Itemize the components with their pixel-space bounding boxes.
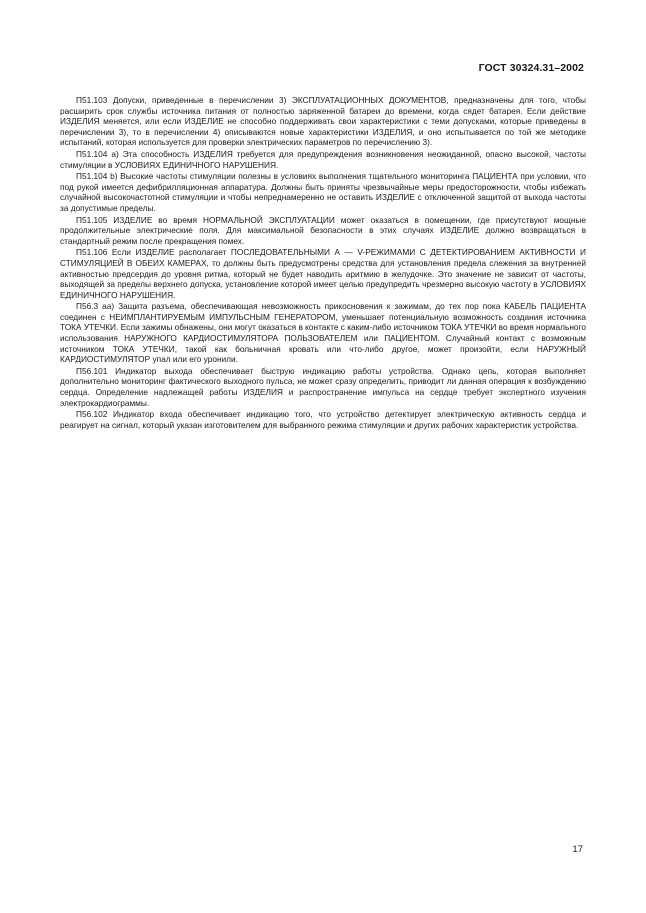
paragraph-p56-101: П56.101 Индикатор выхода обеспечивает быструю индикацию работы устройства. Однако цепь, которая выполняет дополнительно мониторинг фактического выходного пульса, не может сразу определить, приводит ли данная операция к возбуждению сердца. Определение надлежащей работы ИЗДЕЛИЯ и распространение импульса на сердце требует экспертного изучения электрокардиограммы.: [60, 365, 586, 408]
paragraph-p51-103: П51.103 Допуски, приведенные в перечислении 3) ЭКСПЛУАТАЦИОННЫХ ДОКУМЕНТОВ, предназначены для того, чтобы расширить срок службы источника питания от полностью заряженной батареи до времени, когда сядет батарея. Если действие ИЗДЕЛИЯ меняется, или если ИЗДЕЛИЕ не способно поддерживать свои характеристики с теми допусками, которые приведены в перечислении 3), то в перечислении 4) описываются новые характеристики ИЗДЕЛИЯ, и оно испытывается по той же методике испытаний, которая используется для проверки электрических параметров по перечислению 3).: [60, 95, 586, 148]
paragraph-p51-104b: П51.104 b) Высокие частоты стимуляции полезны в условиях выполнения тщательного мониторинга ПАЦИЕНТА при условии, что под рукой имеется дефибрилляционная аппаратура. Должны быть приняты чрезвычайные меры предосторожности, чтобы избежать случайной высокочастотной стимуляции и чтобы непреднамеренно не оставить ИЗДЕЛИЕ с отключенной защитой от выхода частоты за допустимые пределы.: [60, 171, 586, 213]
paragraph-p56-3aa: П56.3 аа) Защита разъема, обеспечивающая невозможность прикосновения к зажимам, до тех пор пока КАБЕЛЬ ПАЦИЕНТА соединен с НЕИМПЛАНТИРУЕМЫМ ИМПУЛЬСНЫМ ГЕНЕРАТОРОМ, уменьшает потенциальную возможность создания источника ТОКА УТЕЧКИ. Если зажимы обнажены, они могут оказаться в контакте с каким-либо источником ТОКА УТЕЧКИ во время нормального использования НАРУЖНОГО КАРДИОСТИМУЛЯТОРА ПОЛЬЗОВАТЕЛЕМ или ПАЦИЕНТОМ. Случайный контакт с возможным источником ТОКА УТЕЧКИ, такой как больничная кровать или что-либо другое, может произойти, если НАРУЖНЫЙ КАРДИОСТИМУЛЯТОР упал или его уронили.: [60, 301, 586, 365]
paragraph-p51-104a: П51.104 а) Эта способность ИЗДЕЛИЯ требуется для предупреждения возникновения неожиданной, опасно высокой, частоты стимуляции в УСЛОВИЯХ ЕДИНИЧНОГО НАРУШЕНИЯ.: [60, 148, 586, 170]
standard-code: ГОСТ 30324.31–2002: [478, 62, 584, 74]
document-header: [479, 62, 584, 74]
paragraph-p56-102: П56.102 Индикатор входа обеспечивает индикацию того, что устройство детектирует электрическую активность сердца и реагирует на сигнал, который указан изготовителем для выбранного режима стимуляции и других рабочих характеристик устройства.: [60, 409, 586, 430]
paragraph-p51-105: П51.105 ИЗДЕЛИЕ во время НОРМАЛЬНОЙ ЭКСПЛУАТАЦИИ может оказаться в помещении, где присутствуют мощные продолжительные электрические поля. Для максимальной безопасности в этих случаях ИЗДЕЛИЕ должно возвращаться в стандартный режим после прекращения помех.: [60, 214, 586, 246]
paragraph-p51-106: П51.106 Если ИЗДЕЛИЕ располагает ПОСЛЕДОВАТЕЛЬНЫМИ А — V-РЕЖИМАМИ С ДЕТЕКТИРОВАНИЕМ АКТИВНОСТИ И СТИМУЛЯЦИЕЙ В ОБЕИХ КАМЕРАХ, то должны быть предусмотрены средства для установления предела слежения за внутренней активностью предсердия до уровня ритма, который не будет наводить аритмию в желудочке. Это значение не зависит от частоты, выходящей за пределы верхнего допуска, установление которой имеет целью предупредить чрезмерно высокую частоту в УСЛОВИЯХ ЕДИНИЧНОГО НАРУШЕНИЯ.: [60, 247, 586, 300]
page-number: 17: [572, 844, 583, 855]
document-body: [60, 95, 586, 431]
